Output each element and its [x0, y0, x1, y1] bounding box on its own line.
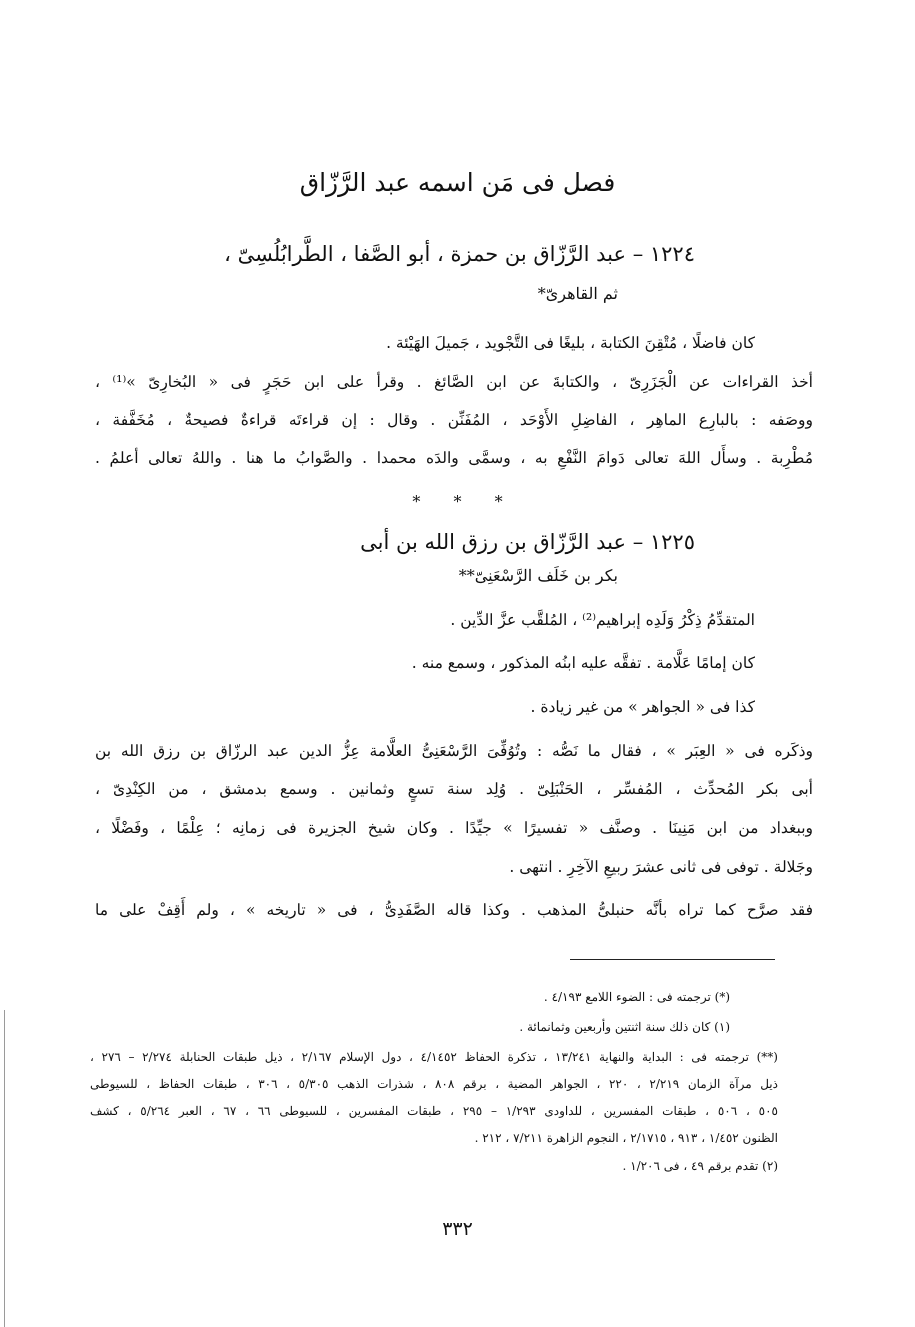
entry-1224-line-2: أخذ القراءات عن الْجَزَرِىّ ، والكتابةَ عن ابن الصَّائغ . وقرأ على ابن حَجَرٍ فى « البُخارِىّ »⁽¹⁾ ، [95, 373, 813, 391]
entry-1225-line-5: أبى بكر المُحدِّث ، المُفسِّر ، الحَنْبَلِىّ . وُلِد سنة تسعٍ وثمانين . وسمع بدمشق ، من الكِنْدِىّ ، [95, 780, 813, 798]
entry-1225-line-3: كذا فى « الجواهر » من غير زيادة . [530, 698, 755, 716]
binding-edge-line [4, 1010, 5, 1327]
footnote-rule [570, 959, 775, 960]
footnote-double-star-line-3: ٥٠٥ ، ٥٠٦ ، طبقات المفسرين ، للداودى ١/٢٩٣ – ٢٩٥ ، طبقات المفسرين ، للسيوطى ٦٦ ، ٦٧ ، العبر ٥/٢٦٤ ، كشف [90, 1104, 778, 1118]
entry-1225-line-6: وببغداد من ابن مَنِينَا . وصنَّف « تفسيرًا » جيِّدًا . وكان شيخ الجزيرة فى زمانِه ؛ عِلْمًا ، وفَضْلًا ، [95, 819, 813, 837]
separator-stars: * * * [412, 492, 503, 511]
footnote-double-star-line-2: ذيل مرآة الزمان ٢/٢١٩ ، ٢٢٠ ، الجواهر المضية ، برقم ٨٠٨ ، شذرات الذهب ٥/٣٠٥ ، ٣٠٦ ، طبقات الحفاظ ، للسيوطى [90, 1077, 778, 1091]
entry-1225-line-8: فقد صرَّح كما تراه بأنَّه حنبلىُّ المذهب . وكذا قاله الصَّفَدِىُّ ، فى « تاريخه » ، ولم أَقِفْ على ما [95, 901, 813, 919]
footnote-star: (*) ترجمته فى : الضوء اللامع ٤/١٩٣ . [543, 990, 730, 1004]
entry-1225-line-2: كان إمامًا عَلَّامة . تفقَّه عليه ابنُه المذكور ، وسمع منه . [411, 654, 755, 672]
entry-1224-heading: ١٢٢٤ – عبد الرَّزّاق بن حمزة ، أبو الصَّفا ، الطَّرابُلُسِىّ ، [224, 242, 695, 266]
footnote-1: (١) كان ذلك سنة اثنتين وأربعين وثمانمائة . [519, 1020, 730, 1034]
entry-1224-line-3: ووصَفه : بالبارِع الماهِر ، الفاضِلِ الأَوْحَد ، المُفَنِّن . وقال : إن قراءتَه قراءةٌ فصيحةٌ ، مُخَفَّفة ، [95, 411, 813, 429]
footnote-double-star-line-1: (**) ترجمته فى : البداية والنهاية ١٣/٢٤١ ، تذكرة الحفاظ ٤/١٤٥٢ ، دول الإسلام ٢/١٦٧ ، ذيل طبقات الحنابلة ٢/٢٧٤ – ٢٧٦ ، [90, 1050, 778, 1064]
entry-1225-line-4: وذكَره فى « العِبَر » ، فقال ما نَصُّه : وتُوُفِّىَ الرَّسْعَنِىُّ العلَّامة عِزُّ الدين عبد الرزّاق بن رزق الله بن [95, 742, 813, 760]
entry-1225-line-7: وجَلالة . توفى فى ثانى عشرَ ربيعِ الآخِرِ . انتهى . [509, 858, 813, 876]
footnote-double-star-line-4: الظنون ١/٤٥٢ ، ٩١٣ ، ٢/١٧١٥ ، النجوم الزاهرة ٧/٢١١ ، ٢١٢ . [474, 1131, 778, 1145]
entry-1224-line-1: كان فاضلًا ، مُتْقِنَ الكتابة ، بليغًا فى التَّجْويد ، جَميلَ الهَيْئة . [386, 334, 755, 352]
page-number: ٣٣٢ [442, 1218, 473, 1240]
entry-1224-line-4: مُطْرِبة . وسأَل اللهَ تعالى دَوامَ النَّفْعِ به ، وسمَّى والدَه محمدا . والصَّوابُ ما هنا . واللهُ تعالى أعلمُ . [95, 449, 813, 467]
footnote-2: (٢) تقدم برقم ٤٩ ، فى ١/٢٠٦ . [622, 1159, 778, 1173]
entry-1225-heading: ١٢٢٥ – عبد الرَّزّاق بن رزق الله بن أبى [360, 530, 695, 554]
entry-1225-line-1: المتقدِّمُ ذِكْرُ وَلَدِه إبراهيم⁽²⁾ ، المُلقَّب عزَّ الدِّين . [450, 611, 755, 629]
entry-1224-subheading: ثم القاهرىّ* [537, 284, 618, 303]
entry-1225-subheading: بكر بن خَلَف الرَّسْعَنِىّ** [458, 566, 618, 585]
section-title: فصل فى مَن اسمه عبد الرَّزّاق [299, 168, 616, 197]
